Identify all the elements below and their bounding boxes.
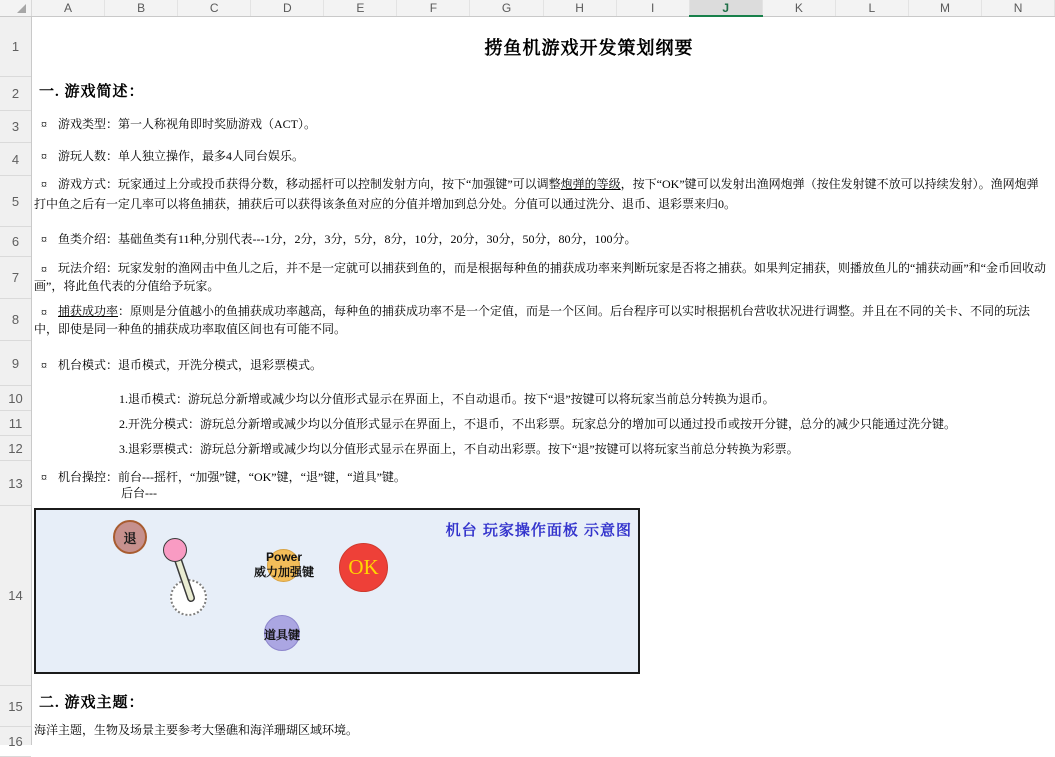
bullet-icon: ¤ xyxy=(41,262,47,276)
bullet-icon: ¤ xyxy=(41,358,47,372)
column-header-h[interactable]: H xyxy=(544,0,617,16)
para-gameplay: 玩法介绍：玩家发射的渔网击中鱼儿之后，并不是一定就可以捕获到鱼的，而是根据每种鱼的捕获成功率来判断玩家是否将之捕获。如果判定捕获，则播放鱼儿的“捕获动画”和“金币回收动画”，将此鱼代表的分值给予玩家。 xyxy=(34,261,1046,293)
row-header-6[interactable]: 6 xyxy=(0,227,31,257)
row-header-3[interactable]: 3 xyxy=(0,111,31,143)
bullet-icon: ¤ xyxy=(41,149,47,163)
row-header-12[interactable]: 12 xyxy=(0,436,31,461)
row-header-1[interactable]: 1 xyxy=(0,17,31,77)
control-panel-diagram[interactable] xyxy=(34,508,640,674)
row-header-14[interactable]: 14 xyxy=(0,506,31,686)
para-fish-intro: 鱼类介绍：基础鱼类有11种,分别代表---1分，2分，3分，5分，8分，10分，20分，30分，50分，80分，100分。 xyxy=(58,232,637,246)
column-header-m[interactable]: M xyxy=(909,0,982,16)
power-label-zh: 威力加强键 xyxy=(253,565,314,579)
row-header-11[interactable]: 11 xyxy=(0,411,31,436)
column-header-f[interactable]: F xyxy=(397,0,470,16)
item-button-label: 道具键 xyxy=(263,628,300,642)
row-header-10[interactable]: 10 xyxy=(0,386,31,411)
para-controls-front: 机台操控：前台---摇杆，“加强”键，“OK”键，“退”键，“道具”键。 xyxy=(58,470,406,484)
column-header-i[interactable]: I xyxy=(617,0,690,16)
column-header-c[interactable]: C xyxy=(178,0,251,16)
catch-rate-underlined: 捕获成功率 xyxy=(58,304,119,318)
bullet-icon: ¤ xyxy=(41,305,47,319)
bullet-icon: ¤ xyxy=(41,232,47,246)
column-header-k[interactable]: K xyxy=(763,0,836,16)
sheet-canvas[interactable] xyxy=(32,17,1055,745)
row-header-4[interactable]: 4 xyxy=(0,143,31,176)
row-header-16[interactable]: 16 xyxy=(0,727,31,757)
select-all-corner[interactable] xyxy=(0,0,32,16)
row-header-9[interactable]: 9 xyxy=(0,341,31,386)
column-header-g[interactable]: G xyxy=(470,0,543,16)
row-header-5[interactable]: 5 xyxy=(0,176,31,227)
column-header-j-selected[interactable]: J xyxy=(690,0,763,16)
diagram-caption: 机台 玩家操作面板 示意图 xyxy=(445,522,632,539)
bullet-icon: ¤ xyxy=(41,177,47,191)
power-button-label xyxy=(234,550,334,580)
method-text-post: ，按下“OK”键可以发射出渔网炮弹（按住发射键不放可以持续发射）。渔网炮弹打中鱼之后有一定几率可以将鱼捕获，捕获后可以获得该条鱼对应的分值并增加到总分处。分值可以通过洗分、退币、退彩票来归0。 xyxy=(34,177,1039,211)
bullet-icon: ¤ xyxy=(41,470,47,484)
joystick-base-shape[interactable] xyxy=(170,579,207,616)
section2-heading: 二. 游戏主题： xyxy=(39,695,145,711)
column-header-a[interactable]: A xyxy=(32,0,105,16)
row-header-7[interactable]: 7 xyxy=(0,257,31,299)
para-mode-ticket: 3.退彩票模式：游玩总分新增或减少均以分值形式显示在界面上，不自动出彩票。按下“退”按键可以将玩家当前总分转换为彩票。 xyxy=(119,442,799,456)
para-theme: 海洋主题，生物及场景主要参考大堡礁和海洋珊瑚区域环境。 xyxy=(34,723,359,737)
select-all-triangle-icon xyxy=(17,4,26,13)
para-controls-back: 后台--- xyxy=(121,486,157,500)
para-game-method xyxy=(34,174,1050,214)
para-catch-rate xyxy=(34,302,1050,338)
bullet-icon: ¤ xyxy=(41,117,47,131)
section1-heading: 一. 游戏简述： xyxy=(39,84,145,100)
column-header-e[interactable]: E xyxy=(324,0,397,16)
doc-title: 捞鱼机游戏开发策划纲要 xyxy=(484,38,694,58)
column-header-d[interactable]: D xyxy=(251,0,324,16)
row-header-13[interactable]: 13 xyxy=(0,461,31,506)
refund-button-shape[interactable]: 退 xyxy=(113,520,147,554)
column-header-bar xyxy=(0,0,1055,17)
row-header-8[interactable]: 8 xyxy=(0,299,31,341)
para-mode-wash: 2.开洗分模式：游玩总分新增或减少均以分值形式显示在界面上，不退币，不出彩票。玩家总分的增加可以通过投币或按开分键，总分的减少只能通过洗分键。 xyxy=(119,417,957,431)
row-header-15[interactable]: 15 xyxy=(0,686,31,727)
joystick-ball-shape[interactable] xyxy=(163,538,187,562)
catch-rate-text: ：原则是分值越小的鱼捕获成功率越高，每种鱼的捕获成功率不是一个定值，而是一个区间。后台程序可以实时根据机台营收状况进行调整。并且在不同的关卡、不同的玩法中，即使是同一种鱼的捕获成功率取值区间也有可能不同。 xyxy=(34,304,1031,336)
column-header-n[interactable]: N xyxy=(982,0,1055,16)
para-mode-coin: 1.退币模式：游玩总分新增或减少均以分值形式显示在界面上，不自动退币。按下“退”按键可以将玩家当前总分转换为退币。 xyxy=(119,392,775,406)
ok-button-shape[interactable]: OK xyxy=(339,543,388,592)
para-players: 游玩人数：单人独立操作，最多4人同台娱乐。 xyxy=(58,149,305,163)
method-text-underlined: 炮弹的等级 xyxy=(560,177,621,191)
para-game-type: 游戏类型：第一人称视角即时奖励游戏（ACT）。 xyxy=(58,117,317,131)
row-header-bar xyxy=(0,17,32,749)
para-machine-modes: 机台模式：退币模式，开洗分模式，退彩票模式。 xyxy=(58,358,323,372)
column-header-l[interactable]: L xyxy=(836,0,909,16)
column-header-b[interactable]: B xyxy=(105,0,178,16)
method-text-pre: 游戏方式：玩家通过上分或投币获得分数，移动摇杆可以控制发射方向，按下“加强键”可以调整 xyxy=(58,177,561,191)
power-label-en: Power xyxy=(265,550,302,564)
row-header-2[interactable]: 2 xyxy=(0,77,31,111)
